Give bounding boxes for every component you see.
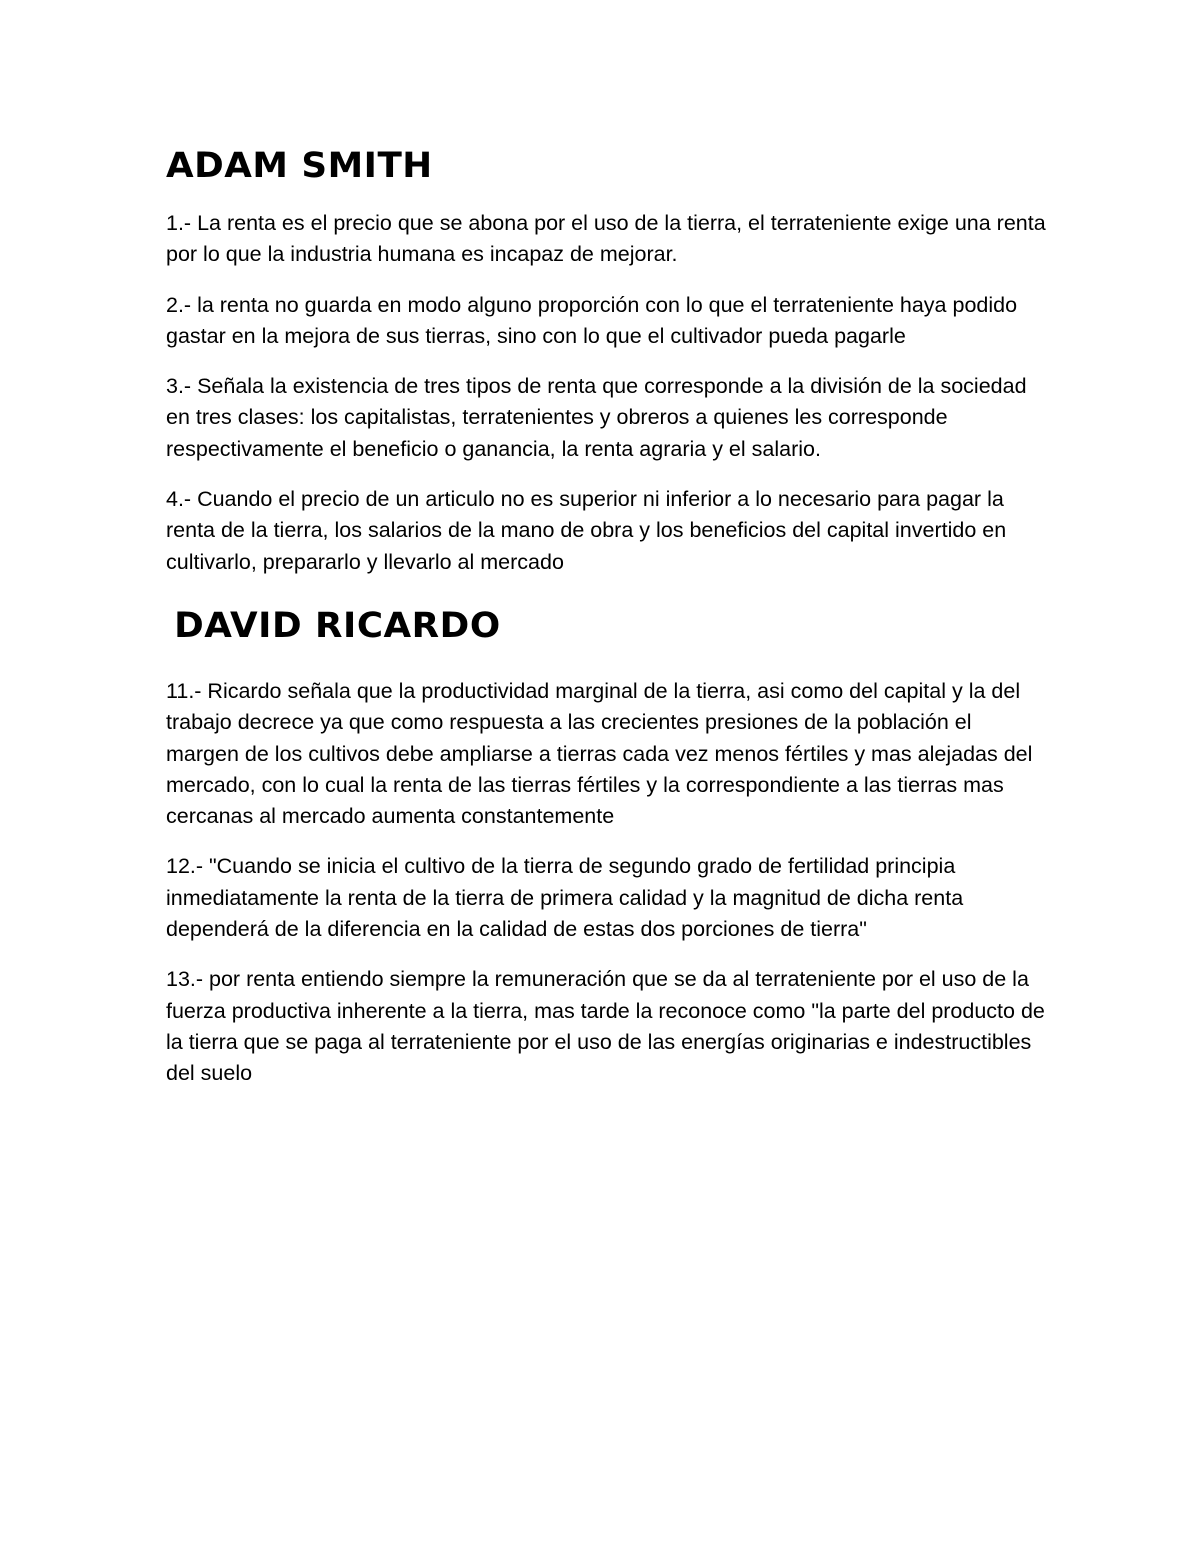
section-heading-adam-smith: ADAM SMITH [166,146,433,186]
paragraph-ricardo-12: 12.- "Cuando se inicia el cultivo de la tierra de segundo grado de fertilidad principia inmediatamente la renta de la tierra de primera calidad y la magnitud de dicha renta dependerá de la diferencia en la calidad de estas dos porciones de tierra" [166,854,964,942]
paragraph-smith-3: 3.- Señala la existencia de tres tipos de renta que corresponde a la división de la sociedad en tres clases: los capitalistas, terratenientes y obreros a quienes les corresponde respectivamente el beneficio o ganancia, la renta agraria y el salario. [166,374,1027,461]
paragraph-smith-4: 4.- Cuando el precio de un articulo no es superior ni inferior a lo necesario para pagar la renta de la tierra, los salarios de la mano de obra y los beneficios del capital invertido en cultivarlo, prepararlo y llevarlo al mercado [166,487,1007,574]
paragraph-smith-1: 1.- La renta es el precio que se abona por el uso de la tierra, el terrateniente exige una renta por lo que la industria humana es incapaz de mejorar. [166,211,1046,267]
section-heading-david-ricardo: DAVID RICARDO [174,605,501,646]
document-body [166,144,1046,1109]
paragraph-ricardo-11: 11.- Ricardo señala que la productividad marginal de la tierra, asi como del capital y la del trabajo decrece ya que como respuesta a las crecientes presiones de la población el margen de los cultivos debe ampliarse a tierras cada vez menos fértiles y mas alejadas del mercado, con lo cual la renta de las tierras fértiles y la correspondiente a las tierras mas cercanas al mercado aumenta constantemente [166,678,1033,829]
paragraph-ricardo-13: 13.- por renta entiendo siempre la remuneración que se da al terrateniente por el uso de la fuerza productiva inherente a la tierra, mas tarde la reconoce como "la parte del producto de la tierra que se paga al terrateniente por el uso de las energías originarias e indestructibles del suelo [166,967,1045,1086]
paragraph-smith-2: 2.- la renta no guarda en modo alguno proporción con lo que el terrateniente haya podido gastar en la mejora de sus tierras, sino con lo que el cultivador pueda pagarle [166,292,1018,348]
